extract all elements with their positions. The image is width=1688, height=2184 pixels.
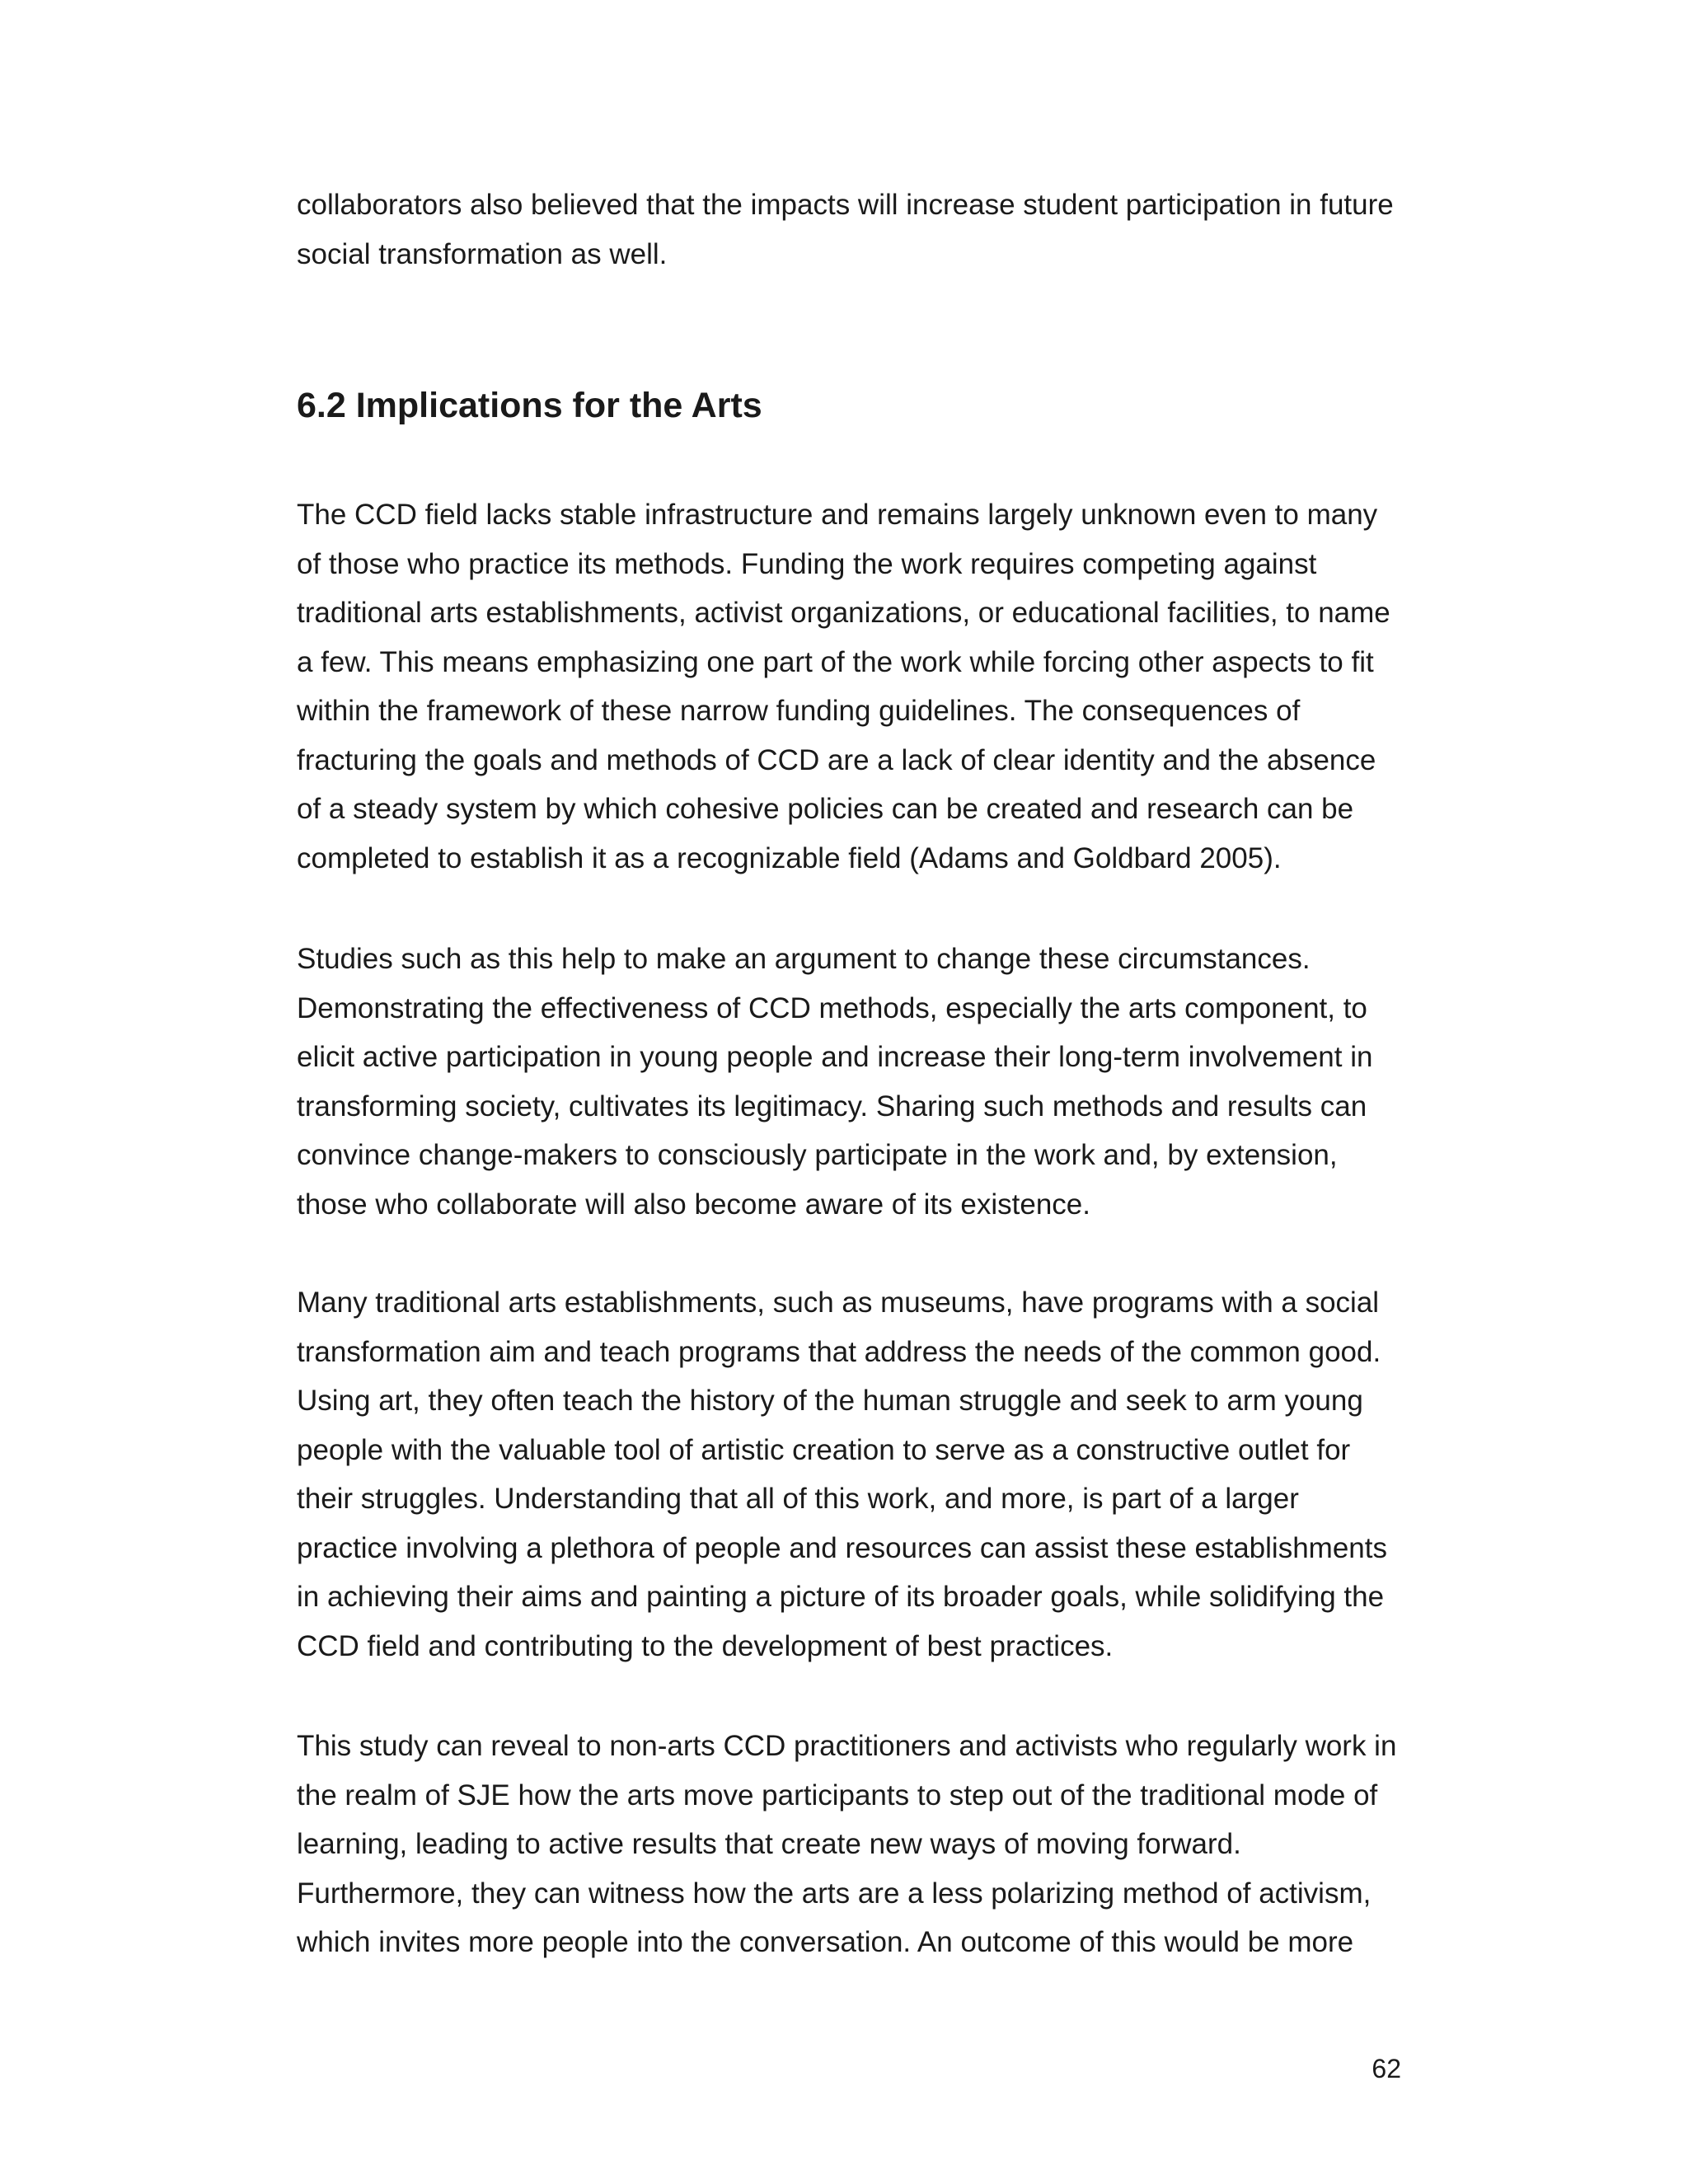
text-line: learning, leading to active results that create new ways of moving forward. bbox=[297, 1828, 1241, 1860]
page-number: 62 bbox=[1372, 2054, 1401, 2083]
text-line: practice involving a plethora of people and resources can assist these establishments bbox=[297, 1531, 1387, 1564]
text-line: Demonstrating the effectiveness of CCD methods, especially the arts component, to bbox=[297, 991, 1367, 1024]
text-line: elicit active participation in young people and increase their long-term involvement in bbox=[297, 1041, 1373, 1073]
text-line: transformation aim and teach programs that address the needs of the common good. bbox=[297, 1335, 1381, 1368]
text-line: people with the valuable tool of artistic creation to serve as a constructive outlet for bbox=[297, 1433, 1351, 1466]
text-line: social transformation as well. bbox=[297, 237, 668, 270]
text-line: Using art, they often teach the history of the human struggle and seek to arm young bbox=[297, 1385, 1363, 1417]
text-line: convince change-makers to consciously participate in the work and, by extension, bbox=[297, 1139, 1338, 1171]
text-line: This study can reveal to non-arts CCD practitioners and activists who regularly work in bbox=[297, 1730, 1397, 1762]
text-line: Studies such as this help to make an argument to change these circumstances. bbox=[297, 943, 1311, 975]
text-line: their struggles. Understanding that all of this work, and more, is part of a larger bbox=[297, 1483, 1299, 1515]
text-line: the realm of SJE how the arts move participants to step out of the traditional mode of bbox=[297, 1779, 1378, 1811]
text-line: collaborators also believed that the impacts will increase student participation in future bbox=[297, 189, 1394, 221]
paragraph-studies bbox=[297, 935, 1393, 1229]
text-line: completed to establish it as a recognizable field (Adams and Goldbard 2005). bbox=[297, 841, 1282, 874]
text-line: transforming society, cultivates its legitimacy. Sharing such methods and results can bbox=[297, 1090, 1367, 1122]
text-line: traditional arts establishments, activist organizations, or educational facilities, to name bbox=[297, 597, 1390, 629]
text-line: The CCD field lacks stable infrastructure and remains largely unknown even to many bbox=[297, 499, 1378, 531]
text-line: Many traditional arts establishments, such as museums, have programs with a social bbox=[297, 1286, 1380, 1319]
text-line: Furthermore, they can witness how the arts are a less polarizing method of activism, bbox=[297, 1877, 1372, 1910]
text-line: in achieving their aims and painting a picture of its broader goals, while solidifying the bbox=[297, 1581, 1385, 1613]
paragraph-non-arts-practitioners bbox=[297, 1722, 1397, 1967]
text-line: those who collaborate will also become aware of its existence. bbox=[297, 1188, 1090, 1221]
paragraph-ccd-infrastructure bbox=[297, 490, 1393, 883]
text-line: a few. This means emphasizing one part of the work while forcing other aspects to fit bbox=[297, 645, 1374, 678]
text-line: fracturing the goals and methods of CCD are a lack of clear identity and the absence bbox=[297, 743, 1376, 776]
text-line: within the framework of these narrow funding guidelines. The consequences of bbox=[297, 695, 1301, 727]
text-line: CCD field and contributing to the development of best practices. bbox=[297, 1629, 1114, 1662]
paragraph-arts-establishments bbox=[297, 1278, 1393, 1671]
text-line: of those who practice its methods. Funding the work requires competing against bbox=[297, 547, 1317, 580]
section-heading: 6.2 Implications for the Arts bbox=[297, 386, 762, 425]
text-line: of a steady system by which cohesive policies can be created and research can be bbox=[297, 793, 1354, 825]
text-line: which invites more people into the conversation. An outcome of this would be more bbox=[297, 1926, 1354, 1958]
paragraph-continuation bbox=[297, 180, 1393, 279]
